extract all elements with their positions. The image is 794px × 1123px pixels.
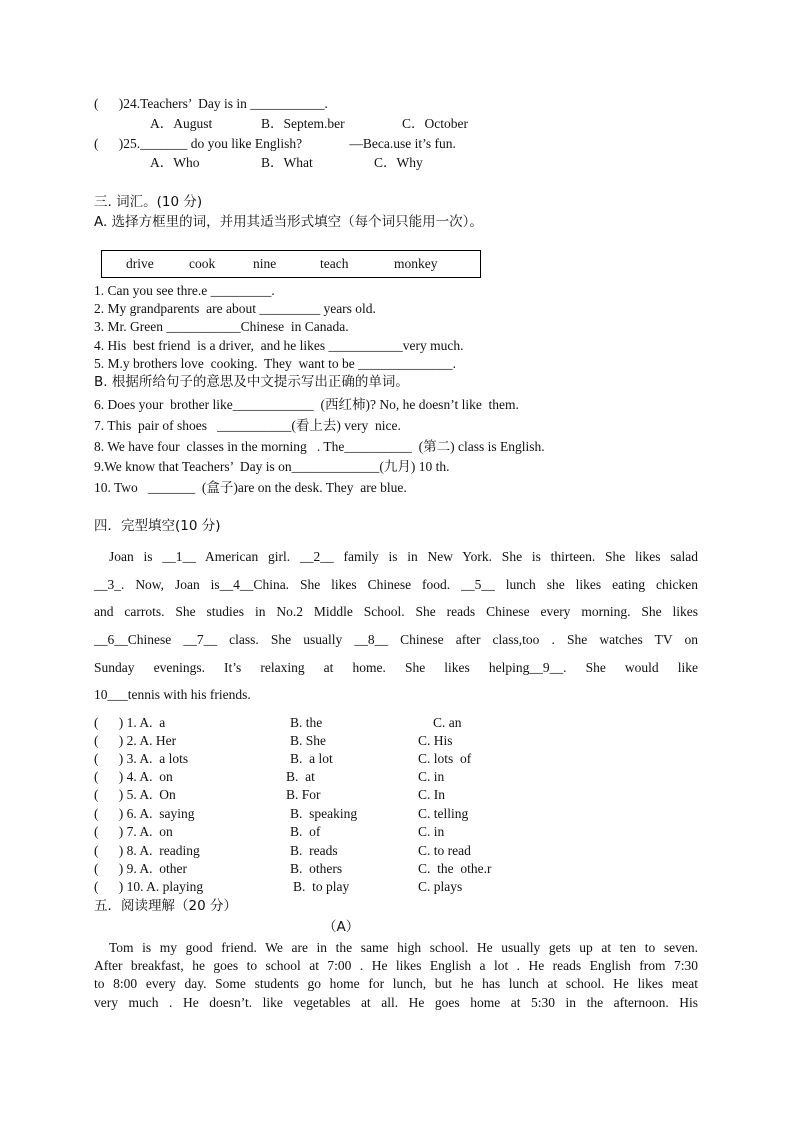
cloze-passage-line: and carrots. She studies in No.2 Middle School. She reads Chinese every morning. She likes [94, 604, 698, 619]
cloze-q4-option-b: B. at [286, 769, 315, 784]
vocab-item-7: 7. This pair of shoes ___________(看上去) very nice. [94, 418, 401, 433]
cloze-question-10: ( ) 10. A. playing [94, 879, 204, 894]
cloze-q10-option-b: B. to play [293, 879, 350, 894]
cloze-question-1: ( ) 1. A. a [94, 715, 166, 730]
cloze-q5-option-c: C. In [418, 787, 445, 802]
cloze-question-8: ( ) 8. A. reading [94, 843, 200, 858]
cloze-q2-option-c: C. His [418, 733, 453, 748]
cloze-q3-option-b: B. a lot [290, 751, 333, 766]
section-3-title: 三. 词汇。(10 分) [94, 194, 203, 210]
vocab-item-5: 5. M.y brothers love cooking. They want to be ______________. [94, 356, 456, 371]
vocab-item-6: 6. Does your brother like____________ (西红柿)? No, he doesn’t like them. [94, 397, 519, 412]
cloze-q6-option-c: C. telling [418, 806, 469, 821]
cloze-question-3: ( ) 3. A. a lots [94, 751, 189, 766]
reading-passage-line: very much . He doesn’t. like vegetables at all. He goes home at 5:30 in the afternoon. His [94, 995, 698, 1010]
reading-passage-label: （A） [323, 919, 360, 935]
cloze-question-4: ( ) 4. A. on [94, 769, 173, 784]
cloze-question-9: ( ) 9. A. other [94, 861, 187, 876]
cloze-passage-line: Joan is __1__ American girl. __2__ family is in New York. She is thirteen. She likes salad [109, 549, 698, 564]
cloze-q1-option-b: B. the [290, 715, 323, 730]
cloze-q8-option-c: C. to read [418, 843, 471, 858]
cloze-q3-option-c: C. lots of [418, 751, 472, 766]
cloze-passage-line: Sunday evenings. It’s relaxing at home. She likes helping__9__. She would like [94, 660, 698, 675]
section-4-title: 四．完型填空(10 分) [94, 518, 221, 534]
question-25: ( )25._______ do you like English? —Beca.use it’s fun. [94, 136, 456, 151]
vocab-item-10: 10. Two _______ (盒子)are on the desk. They are blue. [94, 480, 407, 495]
word-box-item: nine [253, 256, 277, 271]
vocab-item-3: 3. Mr. Green ___________Chinese in Canada. [94, 319, 349, 334]
word-box-item: teach [320, 256, 349, 271]
q24-option-b: B．Septem.ber [261, 116, 345, 131]
word-box-item: monkey [394, 256, 438, 271]
reading-passage-line: After breakfast, he goes to school at 7:00 . He likes English a lot . He reads English from 7:30 [94, 958, 698, 973]
cloze-question-5: ( ) 5. A. On [94, 787, 176, 802]
cloze-question-6: ( ) 6. A. saying [94, 806, 195, 821]
word-box-item: cook [189, 256, 216, 271]
cloze-q8-option-b: B. reads [290, 843, 338, 858]
vocab-item-1: 1. Can you see thre.e _________. [94, 283, 275, 298]
question-24: ( )24.Teachers’ Day is in ___________. [94, 96, 328, 111]
cloze-q2-option-b: B. She [290, 733, 327, 748]
cloze-passage-line: __6__Chinese __7__ class. She usually __8__ Chinese after class,too . She watches TV on [94, 632, 698, 647]
vocab-item-9: 9.We know that Teachers’ Day is on_____________(九月) 10 th. [94, 459, 450, 474]
cloze-q9-option-b: B. others [290, 861, 343, 876]
cloze-q6-option-b: B. speaking [290, 806, 358, 821]
q25-option-c: C．Why [374, 155, 423, 170]
vocab-item-8: 8. We have four classes in the morning . The__________ (第二) class is English. [94, 439, 545, 454]
cloze-q7-option-b: B. of [290, 824, 321, 839]
reading-passage-line: Tom is my good friend. We are in the same high school. He usually gets up at ten to seven. [109, 940, 698, 955]
q25-option-b: B．What [261, 155, 313, 170]
cloze-q4-option-c: C. in [418, 769, 445, 784]
cloze-q7-option-c: C. in [418, 824, 445, 839]
cloze-q5-option-b: B. For [286, 787, 321, 802]
section-3-part-a: A. 选择方框里的词，并用其适当形式填空（每个词只能用一次）。 [94, 214, 483, 230]
word-box-item: drive [126, 256, 154, 271]
cloze-question-7: ( ) 7. A. on [94, 824, 173, 839]
cloze-question-2: ( ) 2. A. Her [94, 733, 177, 748]
section-3-part-b: B. 根据所给句子的意思及中文提示写出正确的单词。 [94, 374, 409, 390]
cloze-passage-line: 10___tennis with his friends. [94, 687, 251, 702]
cloze-passage-line: __3_. Now, Joan is__4__China. She likes Chinese food. __5__ lunch she likes eating chicken [94, 577, 698, 592]
q25-option-a: A．Who [150, 155, 200, 170]
q24-option-a: A．August [150, 116, 213, 131]
cloze-q9-option-c: C. the othe.r [418, 861, 492, 876]
q24-option-c: C．October [402, 116, 468, 131]
vocab-item-2: 2. My grandparents are about _________ years old. [94, 301, 376, 316]
cloze-q1-option-c: C. an [433, 715, 462, 730]
section-5-title: 五．阅读理解（20 分） [94, 898, 237, 914]
vocab-item-4: 4. His best friend is a driver, and he likes ___________very much. [94, 338, 464, 353]
word-box [101, 250, 481, 278]
cloze-q10-option-c: C. plays [418, 879, 463, 894]
reading-passage-line: to 8:00 every day. Some students go home for lunch, but he has lunch at school. He likes meat [94, 976, 698, 991]
